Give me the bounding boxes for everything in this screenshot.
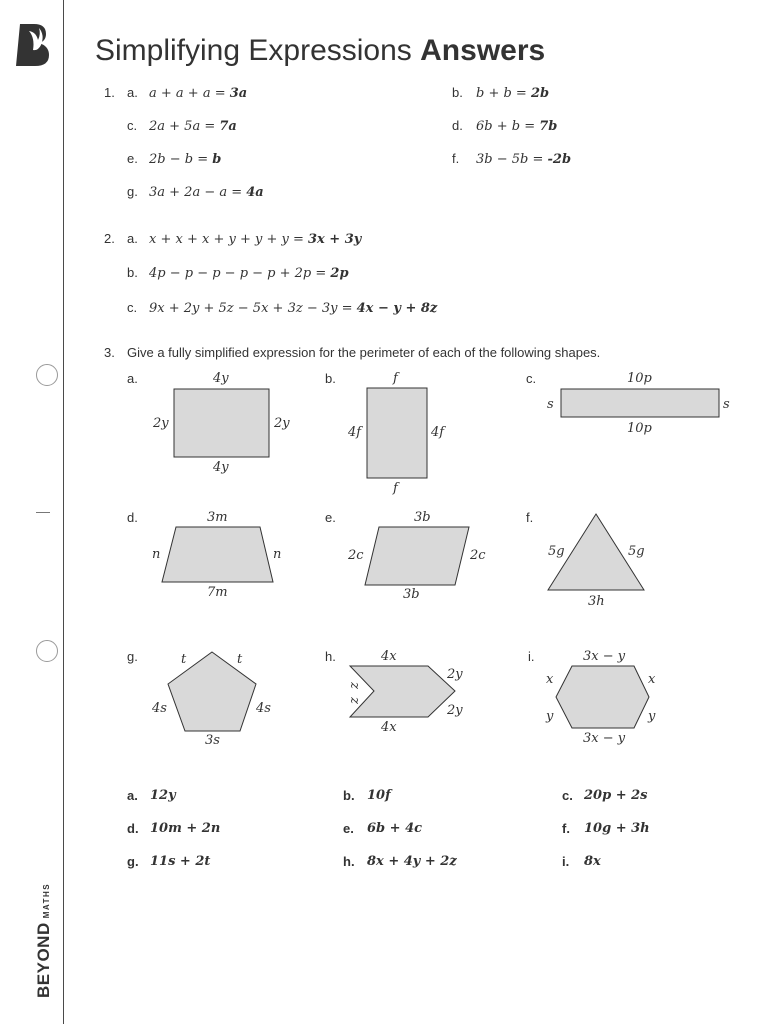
shape-letter: d. [127,510,138,525]
q3-prompt: Give a fully simplified expression for the perimeter of each of the following shapes. [127,345,601,360]
side-label: y [546,709,554,724]
side-label: x [546,672,554,687]
title-bold: Answers [420,34,546,67]
q1-item-letter: e. [127,151,138,166]
side-label: 4x [381,720,397,735]
side-label: n [273,547,282,562]
q2-number: 2. [104,231,115,246]
side-label: 4s [152,701,167,716]
q1-item: 2a + 5a = 7a [149,119,237,134]
q2-item-letter: c. [127,300,138,315]
answer-letter: c. [562,788,573,803]
side-label: x [648,672,656,687]
shape-d-trapezium [162,527,273,582]
q1-item-letter: c. [127,118,138,133]
side-label: 2y [274,416,290,431]
q1-number: 1. [104,85,115,100]
shape-e-parallelogram [365,527,469,585]
side-label: 4y [213,460,229,475]
answer-value: 8x [584,854,601,869]
side-label: 3b [414,510,431,525]
answer-value: 20p + 2s [584,788,648,803]
shape-letter: h. [325,649,336,664]
side-label: 3x − y [583,731,626,746]
answer-letter: g. [127,854,139,869]
answer-letter: f. [562,821,570,836]
answer-letter: a. [127,788,138,803]
answer-letter: i. [562,854,570,869]
side-label: t [237,652,243,667]
answer-value: 8x + 4y + 2z [367,854,457,869]
side-label: s [547,397,554,412]
q1-item: 2b − b = b [149,152,222,167]
side-label: 4f [348,425,362,440]
side-label: 2y [447,703,463,718]
side-label: 3m [207,510,228,525]
q2-item: 9x + 2y + 5z − 5x + 3z − 3y = 4x − y + 8z [149,301,438,316]
side-label: 3h [588,594,605,609]
side-label: f [393,481,398,496]
side-label: 4f [431,425,445,440]
side-label: 4y [213,371,229,386]
shape-b-rectangle [367,388,427,478]
q2-item: x + x + x + y + y + y = 3x + 3y [149,232,362,247]
shape-letter: g. [127,649,138,664]
q1-item: a + a + a = 3a [149,86,248,101]
q1-item: 3b − 5b = -2b [476,152,572,167]
side-label: 10p [627,371,652,386]
side-label: t [181,652,187,667]
side-label: 7m [207,585,228,600]
brand-name: BEYOND [34,922,53,998]
answer-value: 6b + 4c [367,821,423,836]
shape-letter: a. [127,371,138,386]
shape-letter: c. [526,371,537,386]
q2-item: 4p − p − p − p − p + 2p = 2p [149,266,349,281]
q1-item-letter: g. [127,184,138,199]
side-label: z [346,697,362,704]
answer-value: 10f [367,788,391,803]
answer-letter: h. [343,854,355,869]
side-label: 10p [627,421,652,436]
side-label: 2y [447,667,463,682]
title-main: Simplifying Expressions [95,34,412,67]
side-label: 2c [470,548,486,563]
answer-value: 10g + 3h [584,821,650,836]
answer-letter: e. [343,821,354,836]
q1-item-letter: a. [127,85,138,100]
side-label: 2y [153,416,169,431]
side-label: y [648,709,656,724]
shape-letter: b. [325,371,336,386]
q1-item: 3a + 2a − a = 4a [149,185,264,200]
q1-item-letter: d. [452,118,463,133]
q1-item: b + b = 2b [476,86,550,101]
shape-letter: f. [526,510,534,525]
answer-value: 10m + 2n [150,821,221,836]
q1-item-letter: f. [452,151,460,166]
shape-a-rectangle [174,389,269,457]
shape-letter: e. [325,510,336,525]
q1-item: 6b + b = 7b [476,119,558,134]
side-label: 2c [348,548,364,563]
q2-item-letter: b. [127,265,138,280]
answer-value: 12y [150,788,176,803]
side-label: 4x [381,649,397,664]
answer-letter: d. [127,821,139,836]
answer-value: 11s + 2t [150,854,211,869]
side-label: f [393,371,398,386]
q1-item-letter: b. [452,85,463,100]
answer-letter: b. [343,788,355,803]
side-label: 3b [403,587,420,602]
q2-item-letter: a. [127,231,138,246]
shape-i-hexagon [556,666,649,728]
side-label: 3x − y [583,649,626,664]
shape-letter: i. [528,649,535,664]
side-label: 5g [548,544,565,559]
shape-h-chevron [350,666,455,717]
brand-sub: MATHS [42,882,51,919]
side-label: z [346,682,362,689]
side-label: 5g [628,544,645,559]
side-label: 3s [205,733,220,748]
shape-c-rectangle [561,389,719,417]
side-label: 4s [256,701,271,716]
side-label: s [723,397,730,412]
q3-number: 3. [104,345,115,360]
side-label: n [152,547,161,562]
